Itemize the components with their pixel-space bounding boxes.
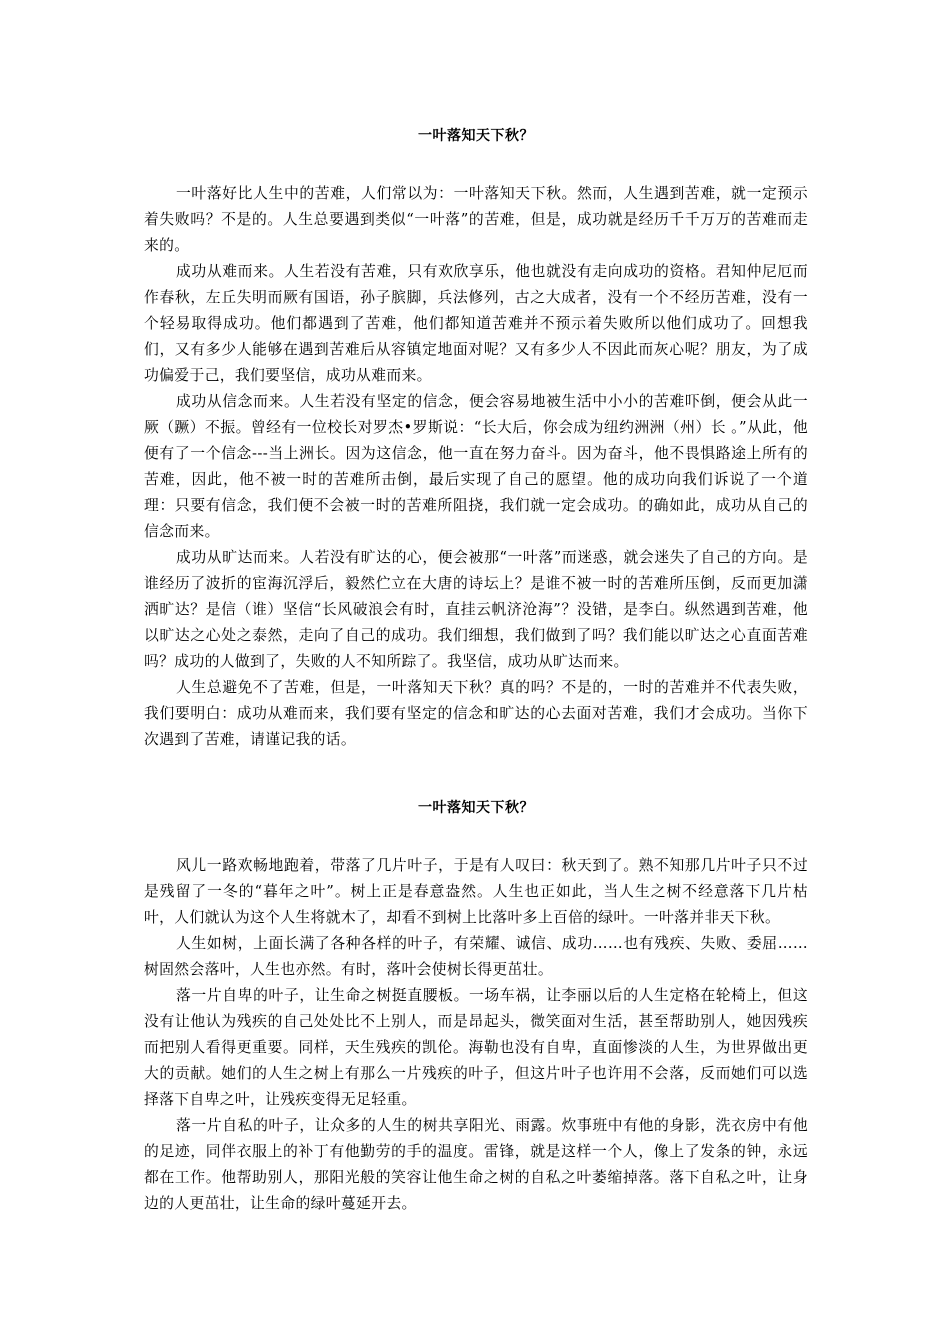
essay-1 bbox=[144, 124, 808, 753]
essay-paragraph: 成功从信念而来。人生若没有坚定的信念，便会容易地被生活中小小的苦难吓倒，便会从此一厥（蹶）不振。曾经有一位校长对罗杰•罗斯说：“长大后，你会成为纽约洲洲（州）长 。”从此，他便有了一个信念---当上洲长。因为这信念，他一直在努力奋斗。因为奋斗，他不畏惧路途上所有的苦难，因此，他不被一时的苦难所击倒，最后实现了自己的愿望。他的成功向我们诉说了一个道理：只要有信念，我们便不会被一时的苦难所阻挠，我们就一定会成功。的确如此，成功从自己的信念而来。 bbox=[144, 393, 808, 540]
essay-title: 一叶落知天下秋？ bbox=[418, 128, 534, 144]
essay-paragraph: 成功从难而来。人生若没有苦难，只有欢欣享乐，他也就没有走向成功的资格。君知仲尼厄而作春秋，左丘失明而厥有国语，孙子膑脚，兵法修列，古之大成者，没有一个不经历苦难，没有一个轻易取得成功。他们都遇到了苦难，他们都知道苦难并不预示着失败所以他们成功了。回想我们，又有多少人能够在遇到苦难后从容镇定地面对呢？又有多少人不因此而灰心呢？朋友，为了成功偏爱于己，我们要坚信，成功从难而来。 bbox=[144, 263, 808, 384]
essay-paragraph: 风儿一路欢畅地跑着，带落了几片叶子，于是有人叹曰：秋天到了。熟不知那几片叶子只不过是残留了一冬的“暮年之叶”。树上正是春意盎然。人生也正如此，当人生之树不经意落下几片枯叶，人们就认为这个人生将就木了，却看不到树上比落叶多上百倍的绿叶。一叶落并非天下秋。 bbox=[144, 857, 808, 926]
essay-paragraph: 人生总避免不了苦难，但是，一叶落知天下秋？真的吗？不是的，一时的苦难并不代表失败，我们要明白：成功从难而来，我们要有坚定的信念和旷达的心去面对苦难，我们才会成功。当你下次遇到了苦难，请谨记我的话。 bbox=[144, 679, 808, 748]
essay-2 bbox=[144, 796, 808, 1217]
essay-paragraph: 成功从旷达而来。人若没有旷达的心，便会被那“一叶落”而迷惑，就会迷失了自己的方向。是谁经历了波折的宦海沉浮后，毅然伫立在大唐的诗坛上？是谁不被一时的苦难所压倒，反而更加潇洒旷达？是信（谁）坚信“长风破浪会有时，直挂云帆济沧海”？没错，是李白。纵然遇到苦难，他以旷达之心处之泰然，走向了自己的成功。我们细想，我们做到了吗？我们能以旷达之心直面苦难吗？成功的人做到了，失败的人不知所踪了。我坚信，成功从旷达而来。 bbox=[144, 549, 808, 670]
essay-paragraph: 一叶落好比人生中的苦难，人们常以为：一叶落知天下秋。然而，人生遇到苦难，就一定预示着失败吗？不是的。人生总要遇到类似“一叶落”的苦难，但是，成功就是经历千千万万的苦难而走来的。 bbox=[144, 185, 808, 254]
essay-paragraph: 落一片自私的叶子，让众多的人生的树共享阳光、雨露。炊事班中有他的身影，洗衣房中有他的足迹，同伴衣服上的补丁有他勤劳的手的温度。雷锋，就是这样一个人，像上了发条的钟，永远都在工作。他帮助别人，那阳光般的笑容让他生命之树的自私之叶萎缩掉落。落下自私之叶，让身边的人更茁壮，让生命的绿叶蔓延开去。 bbox=[144, 1117, 808, 1212]
essay-title: 一叶落知天下秋？ bbox=[418, 800, 534, 816]
essay-paragraph: 落一片自卑的叶子，让生命之树挺直腰板。一场车祸，让李丽以后的人生定格在轮椅上，但这没有让他认为残疾的自己处处比不上别人，而是昂起头，微笑面对生活，甚至帮助别人，她因残疾而把别人看得更重要。同样，天生残疾的凯伦。海勒也没有自卑，直面惨淡的人生，为世界做出更大的贡献。她们的人生之树上有那么一片残疾的叶子，但这片叶子也许用不会落，反而她们可以选择落下自卑之叶，让残疾变得无足轻重。 bbox=[144, 987, 808, 1108]
essay-paragraph: 人生如树，上面长满了各种各样的叶子，有荣耀、诚信、成功……也有残疾、失败、委屈……树固然会落叶，人生也亦然。有时，落叶会使树长得更茁壮。 bbox=[144, 935, 808, 978]
